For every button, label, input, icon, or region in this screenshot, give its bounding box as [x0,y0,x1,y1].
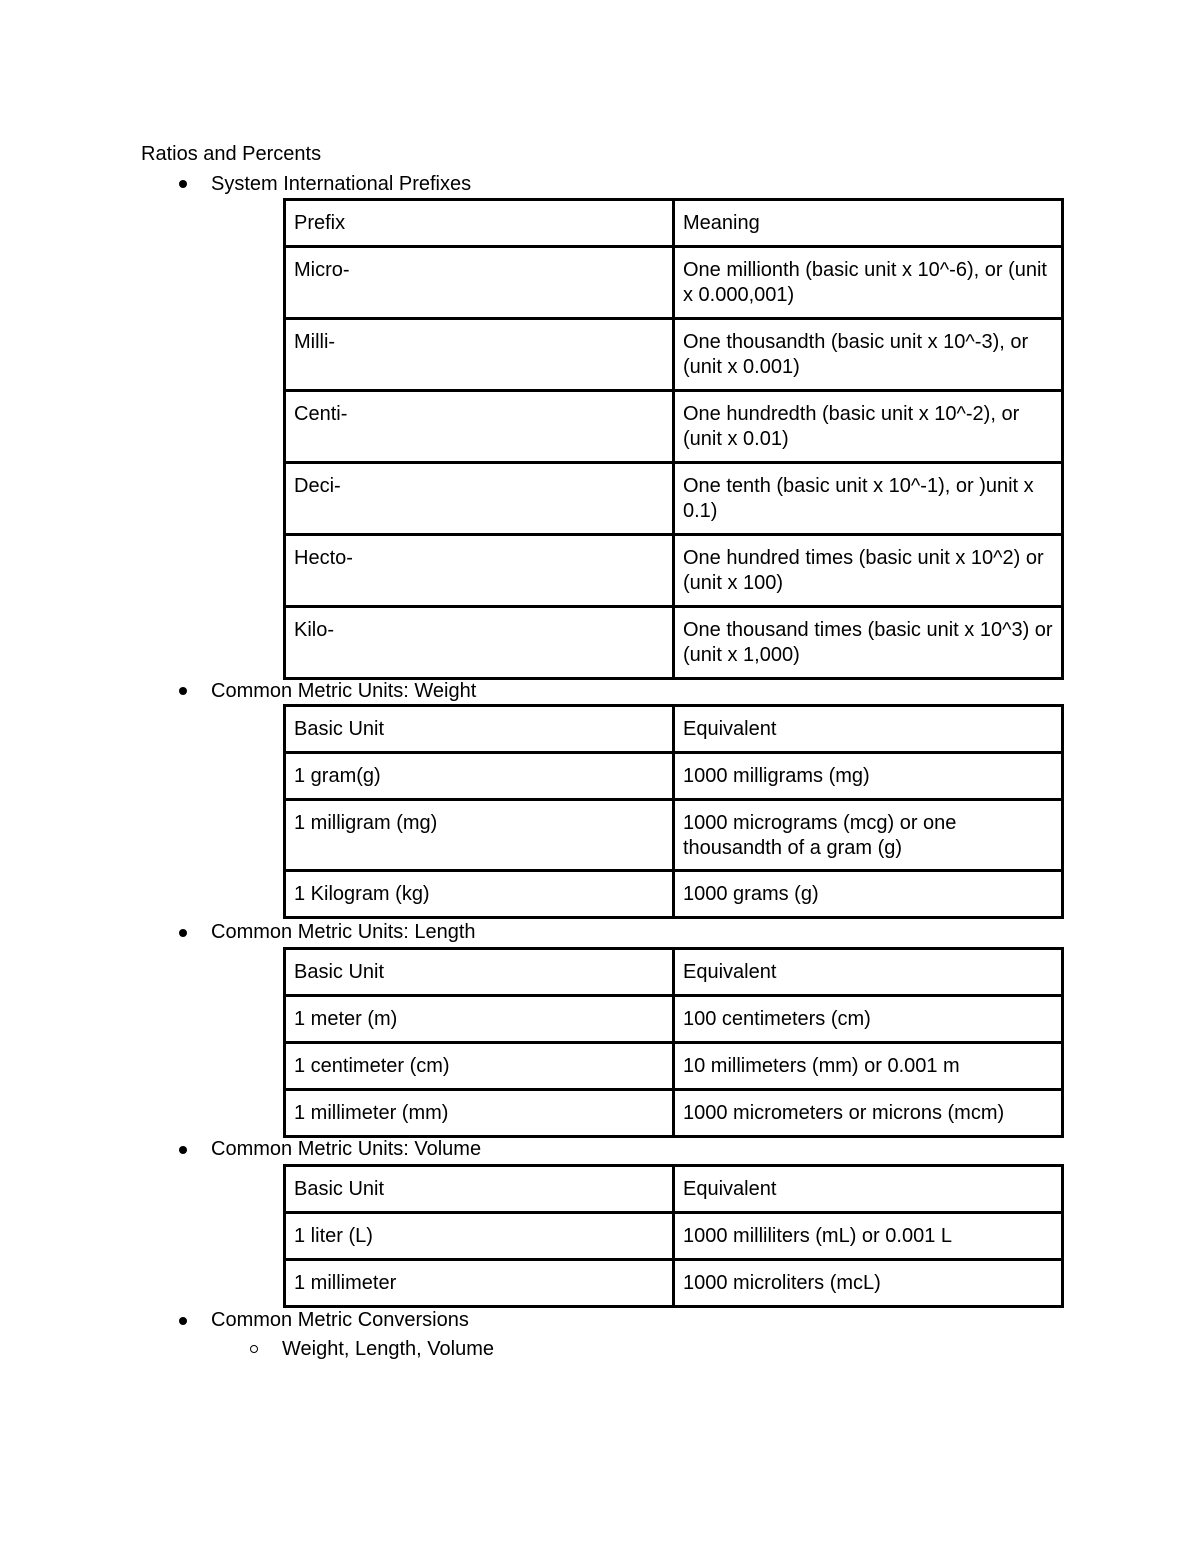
table-cell: 1 gram(g) [285,753,674,800]
table-row [285,753,1063,800]
table-row [285,535,1063,607]
table-row [285,463,1063,535]
sub-list-item: Weight, Length, Volume [282,1338,494,1360]
table-row [285,391,1063,463]
table-cell: 1 millimeter [285,1260,674,1307]
length-table [283,947,1064,1138]
table-cell: 1 liter (L) [285,1213,674,1260]
page-title: Ratios and Percents [141,143,322,165]
table-row [285,1260,1063,1307]
table-cell: Hecto- [285,535,674,607]
table-cell: 1 milligram (mg) [285,800,674,871]
table-cell: 1 meter (m) [285,996,674,1043]
table-cell: 10 millimeters (mm) or 0.001 m [674,1043,1063,1090]
table-header-cell: Equivalent [674,706,1063,753]
table-header-cell: Basic Unit [285,949,674,996]
table-row [285,1090,1063,1137]
table-row [285,996,1063,1043]
section-heading-conversions: Common Metric Conversions [211,1309,469,1331]
section-heading-weight: Common Metric Units: Weight [211,680,477,702]
table-cell: 1000 microliters (mcL) [674,1260,1063,1307]
table-cell: One millionth (basic unit x 10^-6), or (unit x 0.000,001) [674,247,1063,319]
table-cell: One hundredth (basic unit x 10^-2), or (unit x 0.01) [674,391,1063,463]
weight-table [283,704,1064,919]
table-row [285,607,1063,679]
table-header-row [285,200,1063,247]
table-row [285,1043,1063,1090]
section-heading-length: Common Metric Units: Length [211,921,476,943]
table-cell: Micro- [285,247,674,319]
table-cell: 1000 milliliters (mL) or 0.001 L [674,1213,1063,1260]
table-header-cell: Prefix [285,200,674,247]
table-header-row [285,949,1063,996]
table-cell: 1000 milligrams (mg) [674,753,1063,800]
table-cell: 1000 grams (g) [674,871,1063,918]
table-header-row [285,706,1063,753]
section-heading-prefixes: System International Prefixes [211,173,472,195]
volume-table [283,1164,1064,1308]
table-row [285,871,1063,918]
bullet-icon [179,1146,187,1154]
table-cell: Milli- [285,319,674,391]
table-cell: 1000 micrograms (mcg) or one thousandth of a gram (g) [674,800,1063,871]
table-cell: Deci- [285,463,674,535]
table-header-cell: Equivalent [674,1166,1063,1213]
table-cell: One thousandth (basic unit x 10^-3), or (unit x 0.001) [674,319,1063,391]
bullet-icon [179,180,187,188]
table-cell: One tenth (basic unit x 10^-1), or )unit x 0.1) [674,463,1063,535]
table-cell: 1 centimeter (cm) [285,1043,674,1090]
table-header-cell: Equivalent [674,949,1063,996]
table-header-cell: Basic Unit [285,1166,674,1213]
table-cell: 1 millimeter (mm) [285,1090,674,1137]
table-cell: Centi- [285,391,674,463]
table-cell: One thousand times (basic unit x 10^3) or (unit x 1,000) [674,607,1063,679]
table-header-cell: Basic Unit [285,706,674,753]
table-header-row [285,1166,1063,1213]
table-cell: Kilo- [285,607,674,679]
table-row [285,800,1063,871]
prefixes-table [283,198,1064,680]
table-cell: 100 centimeters (cm) [674,996,1063,1043]
table-cell: One hundred times (basic unit x 10^2) or (unit x 100) [674,535,1063,607]
section-heading-volume: Common Metric Units: Volume [211,1138,482,1160]
table-row [285,1213,1063,1260]
table-cell: 1 Kilogram (kg) [285,871,674,918]
table-header-cell: Meaning [674,200,1063,247]
bullet-icon [179,929,187,937]
table-row [285,247,1063,319]
sub-bullet-icon [250,1345,258,1353]
bullet-icon [179,1317,187,1325]
table-row [285,319,1063,391]
table-cell: 1000 micrometers or microns (mcm) [674,1090,1063,1137]
bullet-icon [179,687,187,695]
